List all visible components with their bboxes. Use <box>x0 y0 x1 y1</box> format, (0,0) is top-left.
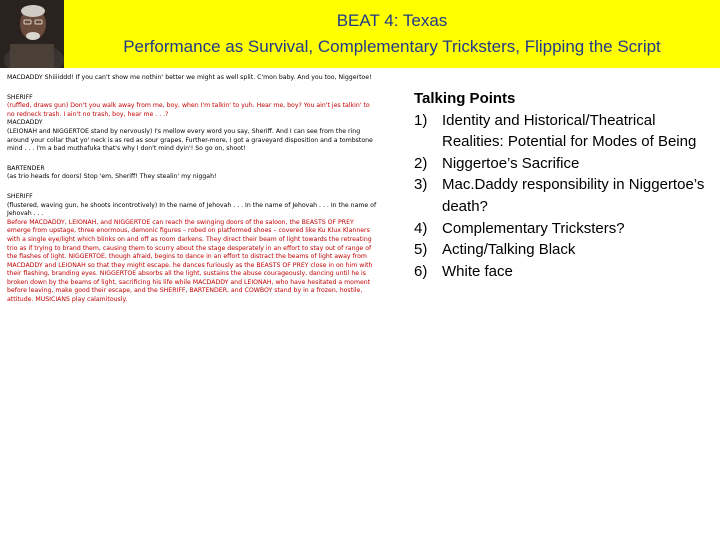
item-text: Mac.Daddy responsibility in Niggertoe’s death? <box>442 176 705 215</box>
item-text: Identity and Historical/Theatrical Realities: Potential for Modes of Being <box>442 111 697 151</box>
title-line-2: Performance as Survival, Complementary Tricksters, Flipping the Script <box>123 37 661 56</box>
item-text: Niggertoe’s Sacrifice <box>442 154 580 172</box>
item-number: 1) <box>414 111 428 129</box>
dialogue-text: Stop 'em, Sheriff! They stealin' my niggah! <box>81 173 217 181</box>
talking-points-heading: Talking Points <box>414 90 516 107</box>
stage-direction: (LEIONAH and NIGGERTOE stand by nervously) <box>7 127 153 135</box>
portrait-photo <box>0 0 64 68</box>
speaker-name: SHERIFF <box>7 192 33 200</box>
item-number: 3) <box>414 176 428 194</box>
speaker-name: BARTENDER <box>7 164 45 172</box>
list-item <box>414 239 714 261</box>
speaker-name: MACDADDY <box>7 74 43 81</box>
script-paragraph <box>7 94 379 154</box>
item-number: 5) <box>414 241 428 259</box>
item-number: 6) <box>414 262 428 280</box>
item-number: 4) <box>414 219 428 237</box>
list-item <box>414 153 714 175</box>
page-title <box>64 8 720 60</box>
title-line-1: BEAT 4: Texas <box>336 11 448 30</box>
speaker-name: MACDADDY <box>7 119 43 127</box>
list-item <box>414 174 714 217</box>
item-number: 2) <box>414 154 428 172</box>
script-paragraph <box>7 74 379 83</box>
dialogue-text: I's mellow every word you say, Sheriff. And I can see from the ring around your collar that yo' neck is as red as sour grapes. Further-more, I got a graveyard disposition and a tombstone mind . . . I'm a bad muthafuka that's why I don't mind dyin'! So go on, shoot! <box>7 127 373 153</box>
stage-direction: (as trio heads for doors) <box>7 173 82 181</box>
dialogue-text: Shiiiiddd! If you can't show me nothin' better we might as well split. C'mon baby. And you too, Niggertoe! <box>42 74 372 81</box>
list-item <box>414 110 714 153</box>
list-item <box>414 261 714 283</box>
item-text: White face <box>442 262 513 280</box>
script-paragraph <box>7 193 379 305</box>
talking-points <box>414 88 714 282</box>
dialogue-text: In the name of Jehovah . . . In the name of Jehovah . . . In the name of Jehovah . . . <box>7 201 377 218</box>
script-paragraph <box>7 165 379 182</box>
speaker-name: SHERIFF <box>7 93 33 101</box>
dialogue-text: Don't you walk away from me, boy, when I'm talkin' to yuh. Hear me, boy? You ain't jes talkin' to no redneck trash. I ain't no trash, boy, hear me . . .? <box>7 102 370 118</box>
script-excerpt <box>7 74 379 316</box>
stage-direction-block: Before MACDADDY, LEIONAH, and NIGGERTOE can reach the swinging doors of the saloon, the BEASTS OF PREY emerge from upstage, three enormous, demonic figures – robed on platformed shoes – covered like Ku Klux Klanners with a single eye/light which blinks on and off as room darkens. They direct their beam of light towards the retreating trio as if trying to brand them, causing them to scurry about the stage desperately in an effort to stay out of range of the flashes of light. NIGGERTOE, though afraid, begins to dance in an effort to distract the beams of light away from MACDADDY and LEIONAH so that they might escape. he dances furiously as the BEASTS OF PREY close in on him with their flashing, branding eyes. NIGGERTOE absorbs all the light, sustains the abuse courageously, dancing until he is broken down by the beams of light, sacrificing his life while MACDADDY and LEIONAH, who have hesitated a moment before leaving, make good their escape, and the SHERIFF, BARTENDER, and COWBOY stand by in a frozen, hostile, attitude. MUSICIANS play calamitously. <box>7 218 373 304</box>
list-item <box>414 218 714 240</box>
stage-direction: (ruffled, draws gun) <box>7 102 69 110</box>
item-text: Acting/Talking Black <box>442 241 576 259</box>
talking-points-list <box>414 110 714 283</box>
stage-direction: (flustered, waving gun, he shoots incontrotively) <box>7 201 158 209</box>
item-text: Complementary Tricksters? <box>442 219 625 237</box>
